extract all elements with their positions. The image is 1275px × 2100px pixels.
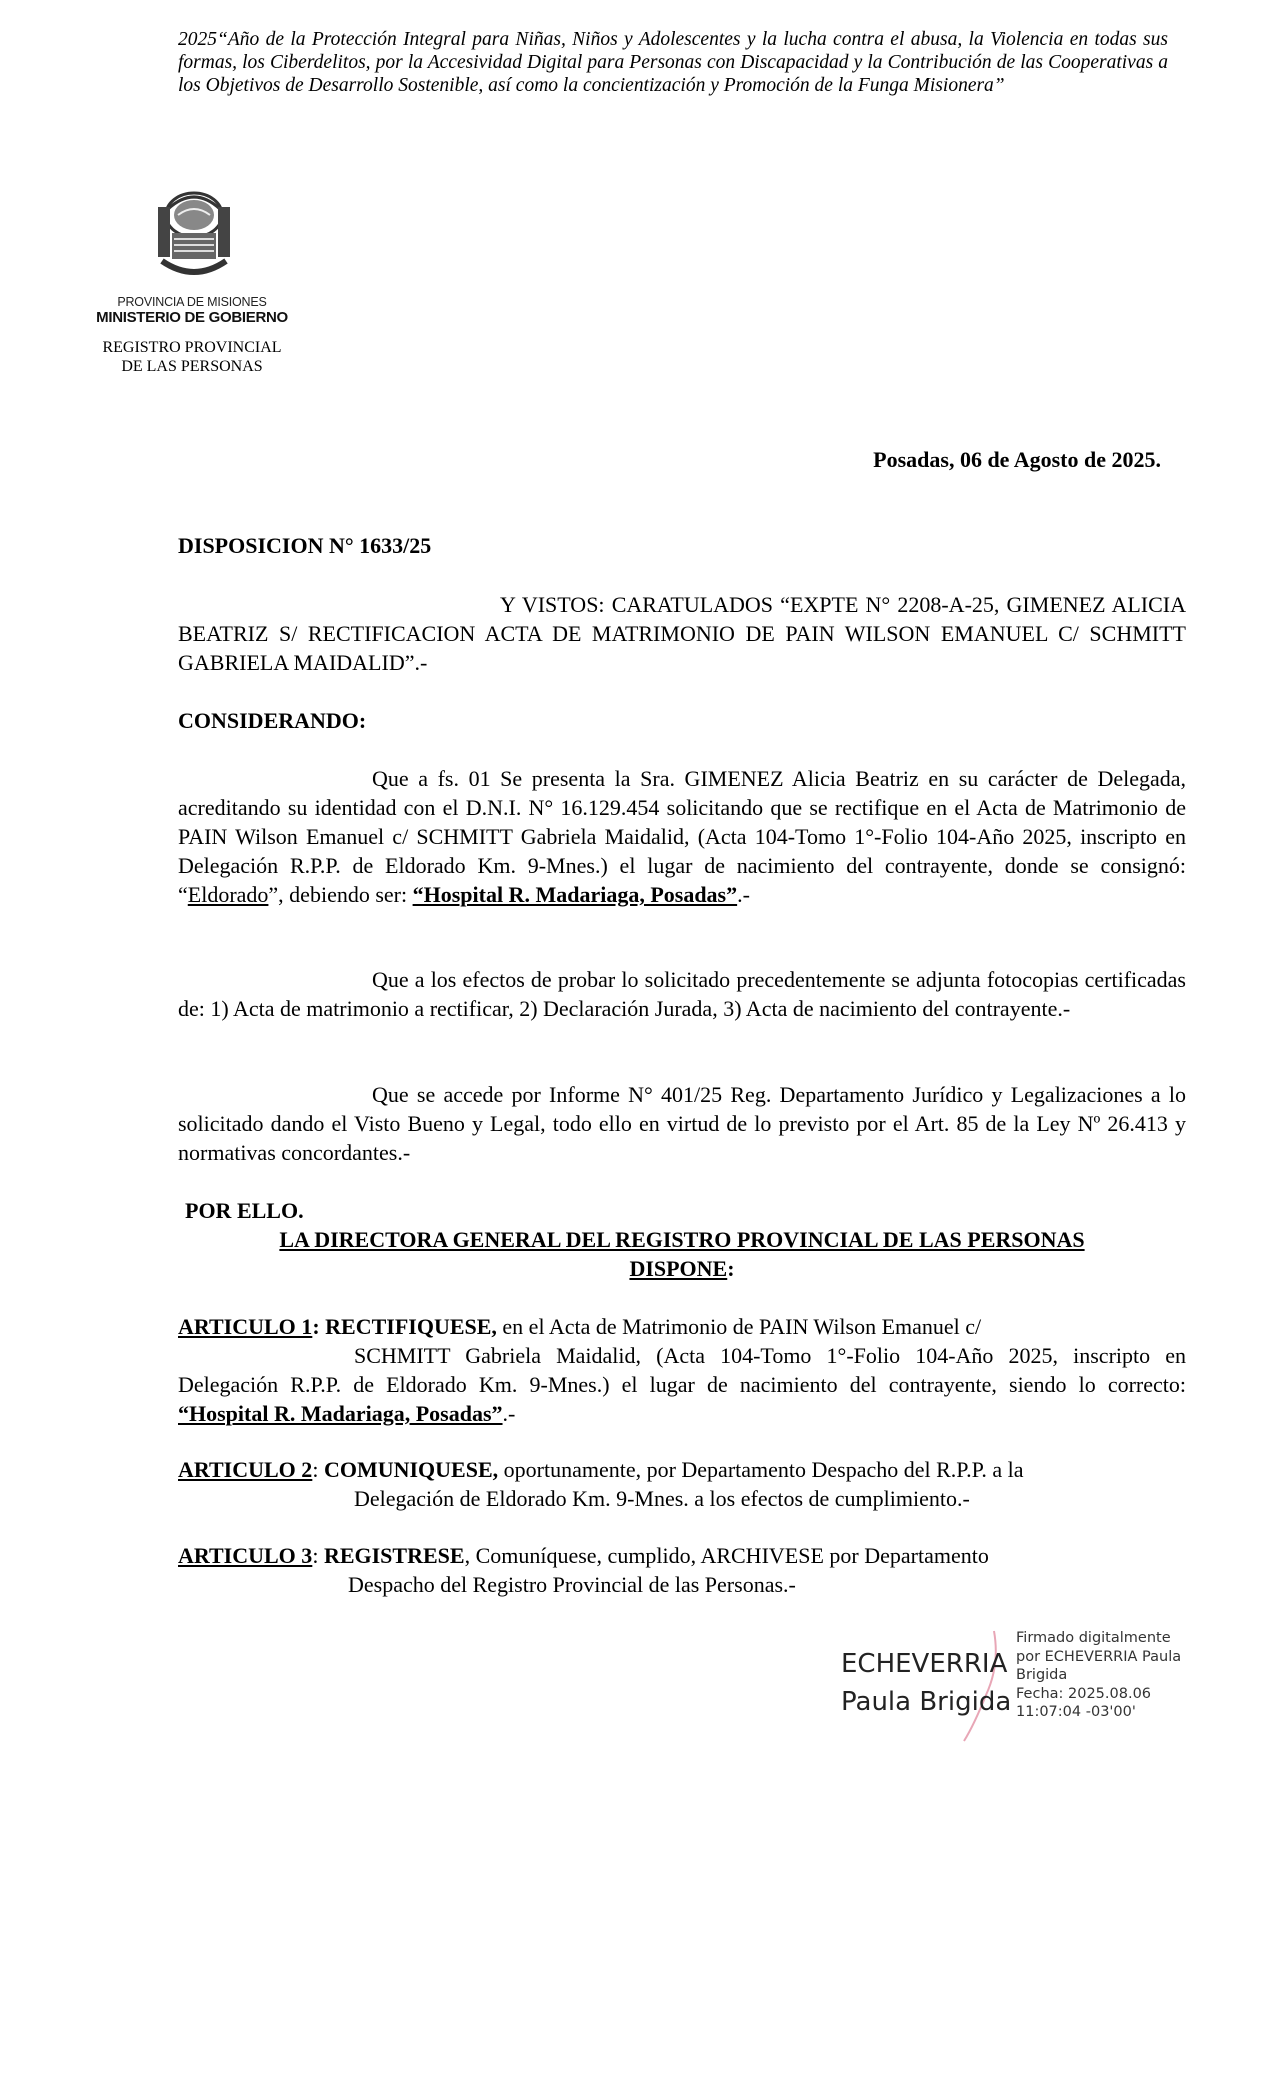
considerando-paragraph-1 [178, 764, 1186, 909]
por-ello-heading: POR ELLO. [185, 1198, 304, 1223]
article-1-end: .- [502, 1401, 516, 1426]
digital-signature [836, 1625, 1196, 1745]
article-3 [178, 1541, 1186, 1599]
ministry-logo [72, 185, 312, 376]
dispone-colon: : [727, 1256, 735, 1281]
province-name: PROVINCIA DE MISIONES [117, 295, 267, 309]
article-1 [178, 1312, 1186, 1428]
article-2-sep: : [312, 1457, 324, 1482]
registry-name [72, 338, 312, 376]
wrong-birthplace: Eldorado [187, 882, 269, 907]
p1-text-a: Que a fs. 01 Se presenta la Sra. GIMENEZ Alicia Beatriz en su carácter de Delegada, acreditando su identidad con el D.N.I. N° 16.129.454 solicitando que se rectifique en el Acta de Matrimonio de PAIN Wilson Emanuel c/ SCHMITT Gabriela Maidalid, (Acta 104-Tomo 1°-Folio 104-Año 2025, inscripto en Delegación R.P.P. de Eldorado Km. 9-Mnes.) el lugar de nacimiento del contrayente, donde se consignó: “ [178, 766, 1186, 907]
document-date: Posadas, 06 de Agosto de 2025. [873, 447, 1161, 472]
signature-metadata [1016, 1629, 1196, 1722]
considerando-paragraph-3: Que se accede por Informe N° 401/25 Reg. Departamento Jurídico y Legalizaciones a lo solicitado dando el Visto Bueno y Legal, todo ello en virtud de lo previsto por el Art. 85 de la Ley Nº 26.413 y normativas concordantes.- [178, 1082, 1186, 1165]
article-1-sep: : [312, 1314, 326, 1339]
provincial-seal-icon [138, 185, 250, 283]
article-2-rest: Delegación de Eldorado Km. 9-Mnes. a los efectos de cumplimiento.- [354, 1486, 970, 1511]
signature-meta-3: Brigida [1016, 1667, 1068, 1683]
correct-birthplace: “Hospital R. Madariaga, Posadas” [412, 882, 738, 907]
registry-line-1: REGISTRO PROVINCIAL [102, 339, 282, 356]
article-2-verb: COMUNIQUESE, [323, 1457, 499, 1482]
considerando-paragraph-2: Que a los efectos de probar lo solicitado precedentemente se adjunta fotocopias certificadas de: 1) Acta de matrimonio a rectificar, 2) Declaración Jurada, 3) Acta de nacimiento del contrayente.- [178, 967, 1186, 1021]
article-3-verb: REGISTRESE [323, 1543, 465, 1568]
signer-name-line-2: Paula Brigida [841, 1687, 1012, 1717]
registry-line-2: DE LAS PERSONAS [121, 358, 263, 375]
article-3-sep: : [312, 1543, 324, 1568]
considerando-heading: CONSIDERANDO: [178, 708, 367, 733]
signature-meta-4: Fecha: 2025.08.06 [1016, 1685, 1152, 1702]
vistos-paragraph: Y VISTOS: CARATULADOS “EXPTE N° 2208-A-25, GIMENEZ ALICIA BEATRIZ S/ RECTIFICACION ACTA DE MATRIMONIO DE PAIN WILSON EMANUEL C/ SCHMITT GABRIELA MAIDALID”.- [178, 592, 1186, 675]
article-3-label: ARTICULO 3 [178, 1543, 313, 1568]
signature-meta-2: por ECHEVERRIA Paula [1016, 1648, 1182, 1665]
signature-meta-5: 11:07:04 -03'00' [1016, 1704, 1136, 1720]
article-1-label: ARTICULO 1 [178, 1314, 313, 1339]
header-motto: 2025“Año de la Protección Integral para Niñas, Niños y Adolescentes y la lucha contra el abusa, la Violencia en todas sus formas, los Ciberdelitos, por la Accesividad Digital para Personas con Discapacidad y la Contribución de las Cooperativas a los Objetivos de Desarrollo Sostenible, así como la concientización y Promoción de la Funga Misionera” [178, 29, 1168, 96]
article-3-rest: Despacho del Registro Provincial de las Personas.- [348, 1572, 796, 1597]
article-3-line1: , Comuníquese, cumplido, ARCHIVESE por Departamento [464, 1543, 989, 1568]
article-1-verb: RECTIFIQUESE, [325, 1314, 497, 1339]
article-1-rest: SCHMITT Gabriela Maidalid, (Acta 104-Tomo 1°-Folio 104-Año 2025, inscripto en Delegación R.P.P. de Eldorado Km. 9-Mnes.) el lugar de nacimiento del contrayente, siendo lo correcto: [178, 1343, 1186, 1397]
authority-title: LA DIRECTORA GENERAL DEL REGISTRO PROVINCIAL DE LAS PERSONAS [279, 1227, 1085, 1252]
article-1-highlight: “Hospital R. Madariaga, Posadas” [178, 1401, 503, 1426]
signer-name-line-1: ECHEVERRIA [841, 1649, 1008, 1679]
p1-text-c: .- [737, 882, 750, 907]
article-2-line1: oportunamente, por Departamento Despacho del R.P.P. a la [498, 1457, 1024, 1482]
dispone-word: DISPONE [629, 1256, 728, 1281]
article-1-first-line [178, 1312, 1186, 1341]
disposition-title: DISPOSICION N° 1633/25 [178, 533, 432, 558]
article-1-body [178, 1341, 1186, 1428]
article-1-line1: en el Acta de Matrimonio de PAIN Wilson Emanuel c/ [496, 1314, 982, 1339]
signer-name [841, 1645, 1011, 1721]
signature-meta-1: Firmado digitalmente [1016, 1630, 1171, 1646]
article-2-label: ARTICULO 2 [178, 1457, 313, 1482]
dispone-block [178, 1225, 1186, 1283]
article-2 [178, 1455, 1186, 1513]
article-2-first-line [178, 1455, 1186, 1484]
dispone-line [178, 1254, 1186, 1283]
ministry-name: MINISTERIO DE GOBIERNO [96, 309, 288, 326]
p1-text-b: ”, debiendo ser: [268, 882, 413, 907]
article-3-first-line [178, 1541, 1186, 1570]
